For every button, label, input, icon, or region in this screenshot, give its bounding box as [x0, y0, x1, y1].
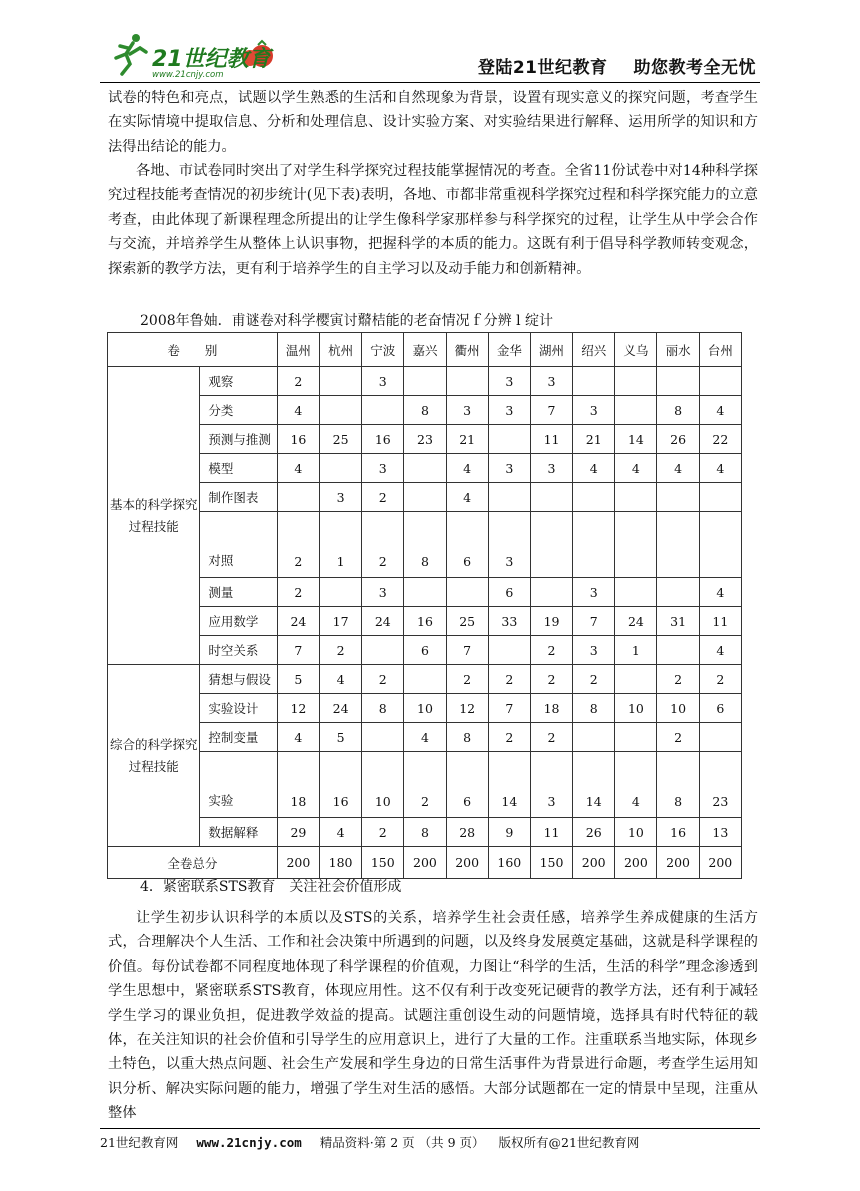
table-row	[108, 818, 742, 847]
table-cell: 16	[657, 818, 699, 847]
group-label: 基本的科学探究过程技能	[108, 367, 200, 665]
skill-name: 数据解释	[200, 818, 277, 847]
table-cell	[615, 483, 657, 512]
table-cell: 4	[277, 723, 319, 752]
table-cell: 5	[277, 665, 319, 694]
page-footer	[100, 1128, 760, 1151]
total-cell: 200	[699, 847, 741, 879]
table-cell: 26	[657, 425, 699, 454]
table-cell: 1	[319, 512, 361, 578]
table-cell: 24	[362, 607, 404, 636]
table-cell: 2	[488, 723, 530, 752]
table-cell: 16	[362, 425, 404, 454]
logo-graphic	[100, 30, 300, 80]
table-row	[108, 578, 742, 607]
table-cell	[657, 636, 699, 665]
paragraph-features: 试卷的特色和亮点，试题以学生熟悉的生活和自然现象为背景，设置有现实意义的探究问题，考查学生在实际情境中提取信息、分析和处理信息、设计实验方案、对实验结果进行解释、运用所学的知识和方法得出结论的能力。	[108, 90, 758, 155]
table-cell	[657, 483, 699, 512]
table-cell	[488, 483, 530, 512]
column-header: 义乌	[615, 333, 657, 367]
total-cell: 200	[573, 847, 615, 879]
table-cell: 31	[657, 607, 699, 636]
table-cell: 3	[530, 752, 572, 818]
skill-name: 模型	[200, 454, 277, 483]
table-cell: 4	[277, 454, 319, 483]
table-cell: 3	[319, 483, 361, 512]
total-cell: 200	[277, 847, 319, 879]
table-cell: 6	[404, 636, 446, 665]
table-cell: 4	[699, 636, 741, 665]
table-cell: 2	[277, 367, 319, 396]
table-row	[108, 752, 742, 818]
table-cell	[319, 454, 361, 483]
skill-name: 分类	[200, 396, 277, 425]
table-cell: 3	[446, 396, 488, 425]
table-cell: 4	[657, 454, 699, 483]
table-cell: 4	[615, 752, 657, 818]
table-cell: 21	[573, 425, 615, 454]
table-row	[108, 425, 742, 454]
skills-table	[107, 332, 742, 879]
table-cell: 25	[319, 425, 361, 454]
skill-name: 观察	[200, 367, 277, 396]
table-cell: 4	[319, 665, 361, 694]
table-cell: 7	[446, 636, 488, 665]
table-cell	[319, 396, 361, 425]
table-cell: 25	[446, 607, 488, 636]
table-cell: 2	[699, 665, 741, 694]
column-header: 衢州	[446, 333, 488, 367]
table-cell: 9	[488, 818, 530, 847]
table-cell: 2	[530, 723, 572, 752]
table-cell: 2	[530, 636, 572, 665]
table-cell: 23	[404, 425, 446, 454]
table-cell: 12	[277, 694, 319, 723]
table-cell	[615, 512, 657, 578]
table-cell: 6	[446, 512, 488, 578]
column-header: 嘉兴	[404, 333, 446, 367]
table-cell: 24	[319, 694, 361, 723]
table-cell: 2	[446, 665, 488, 694]
table-cell: 24	[615, 607, 657, 636]
slogan-help: 助您教考全无忧	[633, 58, 756, 78]
table-cell: 3	[362, 454, 404, 483]
table-cell: 2	[657, 723, 699, 752]
table-cell: 3	[488, 512, 530, 578]
skill-name: 预测与推测	[200, 425, 277, 454]
table-cell: 10	[615, 694, 657, 723]
table-cell: 16	[277, 425, 319, 454]
table-cell: 18	[530, 694, 572, 723]
table-cell	[573, 512, 615, 578]
table-cell	[362, 636, 404, 665]
table-cell: 3	[362, 578, 404, 607]
table-cell: 8	[362, 694, 404, 723]
table-cell: 29	[277, 818, 319, 847]
column-header: 丽水	[657, 333, 699, 367]
table-cell: 2	[362, 665, 404, 694]
svg-text:21世纪教育: 21世纪教育	[152, 47, 271, 72]
total-cell: 180	[319, 847, 361, 879]
table-cell: 6	[446, 752, 488, 818]
table-cell: 11	[530, 818, 572, 847]
table-cell: 7	[530, 396, 572, 425]
table-cell: 7	[277, 636, 319, 665]
table-cell: 2	[362, 483, 404, 512]
table-cell: 19	[530, 607, 572, 636]
table-cell: 2	[362, 818, 404, 847]
table-cell: 4	[446, 454, 488, 483]
total-cell: 150	[530, 847, 572, 879]
table-cell: 7	[488, 694, 530, 723]
page-header	[100, 30, 760, 83]
column-header: 绍兴	[573, 333, 615, 367]
svg-text:www.21cnjy.com: www.21cnjy.com	[152, 70, 224, 80]
table-cell: 7	[573, 607, 615, 636]
table-cell: 12	[446, 694, 488, 723]
table-cell: 10	[362, 752, 404, 818]
total-cell: 160	[488, 847, 530, 879]
slogan-login: 登陆21世纪教育	[477, 58, 608, 78]
table-cell	[530, 512, 572, 578]
footer-page-info: 精品资料·第 2 页 （共 9 页）	[319, 1135, 485, 1150]
table-cell: 3	[573, 636, 615, 665]
skill-name: 实验设计	[200, 694, 277, 723]
skill-name: 对照	[200, 512, 277, 578]
table-cell: 8	[404, 396, 446, 425]
table-cell: 4	[699, 578, 741, 607]
table-cell: 8	[573, 694, 615, 723]
table-cell: 3	[573, 396, 615, 425]
table-cell: 14	[488, 752, 530, 818]
paragraph-inquiry: 各地、市试卷同时突出了对学生科学探究过程技能掌握情况的考查。全省11份试卷中对14种科学探究过程技能考查情况的初步统计(见下表)表明，各地、市都非常重视科学探究过程和科学探究能力的立意考查，由此体现了新课程理念所提出的让学生像科学家那样参与科学探究的过程，让学生从中学会合作与交流，并培养学生从整体上认识事物，把握科学的本质的能力。这既有利于倡导科学教师转变观念，探索新的教学方法，更有利于培养学生的自主学习以及动手能力和创新精神。	[108, 163, 758, 277]
table-cell: 4	[573, 454, 615, 483]
table-cell	[404, 483, 446, 512]
skill-name: 控制变量	[200, 723, 277, 752]
table-cell	[277, 483, 319, 512]
table-cell: 21	[446, 425, 488, 454]
table-cell: 4	[404, 723, 446, 752]
table-cell: 1	[615, 636, 657, 665]
table-caption: 2008年鲁妯．甫谜卷对科学樱寅讨鼘桔能的老奋情况ｆ分辨 l 绽计	[140, 313, 554, 329]
table-cell	[446, 578, 488, 607]
table-cell: 8	[446, 723, 488, 752]
table-cell: 6	[699, 694, 741, 723]
table-cell	[362, 396, 404, 425]
table-cell: 17	[319, 607, 361, 636]
table-cell: 18	[277, 752, 319, 818]
skill-name: 测量	[200, 578, 277, 607]
column-header: 金华	[488, 333, 530, 367]
table-cell	[404, 578, 446, 607]
table-cell	[657, 512, 699, 578]
table-header-label: 卷 别	[108, 333, 278, 367]
table-cell	[657, 578, 699, 607]
table-cell	[404, 367, 446, 396]
table-cell: 2	[277, 512, 319, 578]
table-cell	[699, 483, 741, 512]
table-cell: 2	[657, 665, 699, 694]
table-cell: 28	[446, 818, 488, 847]
table-cell: 11	[699, 607, 741, 636]
table-cell: 2	[362, 512, 404, 578]
column-header: 台州	[699, 333, 741, 367]
column-header: 湖州	[530, 333, 572, 367]
table-cell	[404, 665, 446, 694]
table-cell: 11	[530, 425, 572, 454]
total-cell: 200	[657, 847, 699, 879]
table-cell: 4	[699, 454, 741, 483]
footer-site-link[interactable]: www.21cnjy.com	[196, 1135, 302, 1150]
table-cell: 10	[615, 818, 657, 847]
table-row	[108, 367, 742, 396]
table-cell: 24	[277, 607, 319, 636]
table-cell: 14	[573, 752, 615, 818]
table-cell: 22	[699, 425, 741, 454]
table-cell: 26	[573, 818, 615, 847]
table-cell: 5	[319, 723, 361, 752]
table-cell: 4	[277, 396, 319, 425]
total-cell: 200	[404, 847, 446, 879]
table-cell: 4	[699, 396, 741, 425]
table-cell: 3	[488, 454, 530, 483]
skill-name: 猜想与假设	[200, 665, 277, 694]
table-row	[108, 636, 742, 665]
table-cell	[404, 454, 446, 483]
table-cell: 2	[319, 636, 361, 665]
table-cell	[573, 723, 615, 752]
table-cell: 2	[404, 752, 446, 818]
table-cell	[573, 367, 615, 396]
table-cell	[319, 578, 361, 607]
table-cell	[530, 483, 572, 512]
table-row	[108, 723, 742, 752]
skill-name: 时空关系	[200, 636, 277, 665]
table-cell	[446, 367, 488, 396]
table-cell	[488, 425, 530, 454]
table-cell: 3	[488, 367, 530, 396]
table-cell: 33	[488, 607, 530, 636]
table-cell	[615, 396, 657, 425]
skill-name: 实验	[200, 752, 277, 818]
table-cell: 8	[404, 818, 446, 847]
total-cell: 200	[446, 847, 488, 879]
table-cell: 2	[277, 578, 319, 607]
table-cell: 16	[404, 607, 446, 636]
table-cell	[362, 723, 404, 752]
table-cell: 4	[319, 818, 361, 847]
table-row	[108, 607, 742, 636]
table-cell	[615, 665, 657, 694]
table-cell	[615, 723, 657, 752]
table-row	[108, 694, 742, 723]
column-header: 杭州	[319, 333, 361, 367]
table-cell: 10	[657, 694, 699, 723]
table-cell: 8	[657, 396, 699, 425]
table-cell: 13	[699, 818, 741, 847]
table-row	[108, 454, 742, 483]
table-cell	[488, 636, 530, 665]
table-cell	[699, 723, 741, 752]
table-cell: 10	[404, 694, 446, 723]
table-cell: 23	[699, 752, 741, 818]
column-header: 宁波	[362, 333, 404, 367]
table-cell: 3	[573, 578, 615, 607]
table-row	[108, 665, 742, 694]
table-cell: 3	[362, 367, 404, 396]
footer-copyright: 版权所有@21世纪教育网	[498, 1135, 640, 1150]
group-label: 综合的科学探究过程技能	[108, 665, 200, 847]
table-cell: 4	[615, 454, 657, 483]
header-slogan	[478, 53, 756, 78]
total-row	[108, 847, 742, 879]
table-cell: 3	[530, 454, 572, 483]
table-cell: 16	[319, 752, 361, 818]
table-row	[108, 396, 742, 425]
column-header: 温州	[277, 333, 319, 367]
table-cell	[573, 483, 615, 512]
table-cell	[615, 367, 657, 396]
table-row	[108, 512, 742, 578]
table-cell: 2	[573, 665, 615, 694]
table-cell: 2	[488, 665, 530, 694]
table-cell: 2	[530, 665, 572, 694]
skill-name: 应用数学	[200, 607, 277, 636]
table-cell: 8	[657, 752, 699, 818]
total-label: 全卷总分	[108, 847, 278, 879]
total-cell: 150	[362, 847, 404, 879]
paragraph-sts: 让学生初步认识科学的本质以及STS的关系，培养学生社会责任感，培养学生养成健康的生活方式，合理解决个人生活、工作和社会决策中所遇到的问题，以及终身发展奠定基础，这就是科学课程的价值。每份试卷都不同程度地体现了科学课程的价值观，力图让“科学的生活，生活的科学”理念渗透到学生思想中，紧密联系STS教育，体现应用性。这不仅有利于改变死记硬背的教学方法，还有利于减轻学生学习的课业负担，促进教学效益的提高。试题注重创设生动的问题情境，选择具有时代特征的载体，在关注知识的社会价值和引导学生的应用意识上，进行了大量的工作。注重联系当地实际，体现乡土特色，以重大热点问题、社会生产发展和学生身边的日常生活事件为背景进行命题，考查学生运用知识分析、解决实际问题的能力，增强了学生对生活的感悟。大部分试题都在一定的情景中呈现，注重从整体	[108, 910, 758, 1122]
table-row	[108, 483, 742, 512]
total-cell: 200	[615, 847, 657, 879]
table-cell: 4	[446, 483, 488, 512]
table-cell	[699, 367, 741, 396]
table-cell	[319, 367, 361, 396]
skill-name: 制作图表	[200, 483, 277, 512]
table-cell	[530, 578, 572, 607]
table-cell	[699, 512, 741, 578]
section-title: 4．紧密联系STS教育 关注社会价值形成	[140, 879, 402, 895]
table-cell: 3	[530, 367, 572, 396]
table-cell: 8	[404, 512, 446, 578]
table-cell: 3	[488, 396, 530, 425]
table-cell	[657, 367, 699, 396]
table-header-row	[108, 333, 742, 367]
footer-left: 21世纪教育网	[100, 1135, 179, 1150]
table-cell: 14	[615, 425, 657, 454]
site-logo[interactable]	[100, 30, 300, 80]
table-cell: 6	[488, 578, 530, 607]
table-cell	[615, 578, 657, 607]
